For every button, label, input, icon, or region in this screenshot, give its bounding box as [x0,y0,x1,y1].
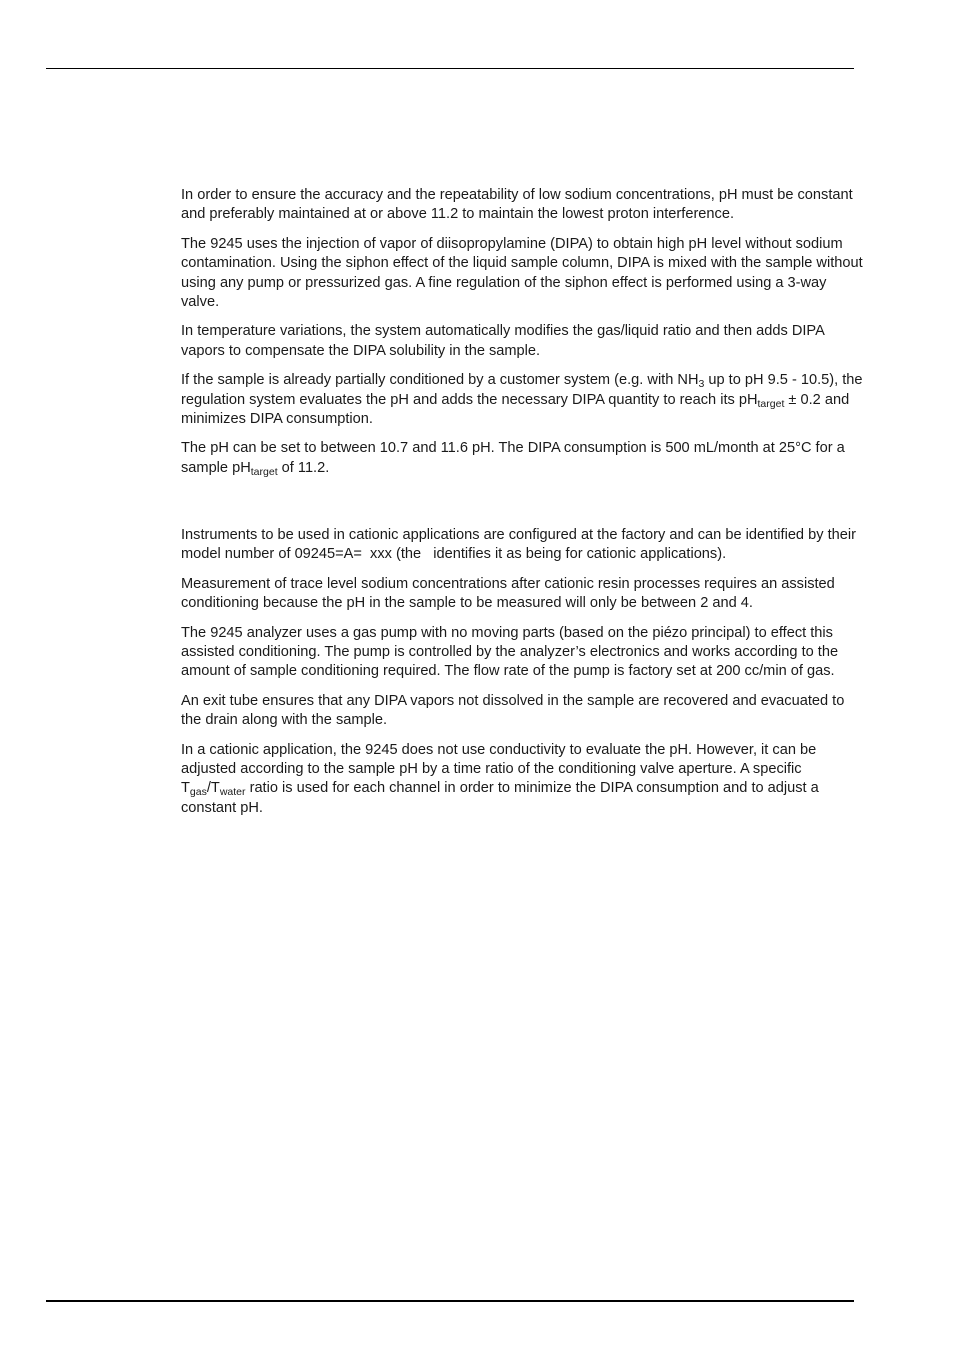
paragraph [181,741,863,819]
text-run: ± 0.2 and minimizes DIPA consumption. [181,391,850,428]
header-rule [46,68,854,69]
text-run: In a cationic application, the 9245 does not use conductivity to evaluate the pH. However, it can be adjusted according to the sample pH by a time ratio of the conditioning valve aperture. A specific T [181,741,817,797]
paragraph: An exit tube ensures that any DIPA vapors not dissolved in the sample are recovered and evacuated to the drain along with the sample. [181,692,845,729]
paragraph: Instruments to be used in cationic applications are configured at the factory and can be identified by their model number of 09245=A= xxx (the identifies it as being for cationic applications). [181,527,856,563]
paragraph: The 9245 analyzer uses a gas pump with no moving parts (based on the piézo principal) to effect this assisted conditioning. The pump is controlled by the analyzer’s electronics and works according to the amount of sample conditioning required. The flow rate of the pump is factory set at 200 cc/min of gas. [181,624,839,680]
text-run: If the sample is already partially conditioned by a customer system (e.g. with NH [181,372,699,389]
paragraph [181,371,863,429]
paragraph: The 9245 uses the injection of vapor of diisopropylamine (DIPA) to obtain high pH level without sodium contamination. Using the siphon effect of the liquid sample column, DIPA is mixed with the sample without using any pump or pressurized gas. A fine regulation of the siphon effect is performed using a 3-way valve. [181,235,863,311]
text-run: ratio is used for each channel in order to minimize the DIPA consumption and to adjust a constant pH. [181,780,819,816]
text-run: of 11.2. [277,459,330,476]
subscript: gas [189,786,207,799]
section-cationic-applications [181,526,863,828]
subscript: 3 [698,378,705,391]
paragraph [181,439,863,478]
paragraph: Measurement of trace level sodium concentrations after cationic resin processes requires an assisted conditioning because the pH in the sample to be measured will only be between 2 and 4. [181,575,835,612]
paragraph: In order to ensure the accuracy and the repeatability of low sodium concentrations, pH must be constant and preferably maintained at or above 11.2 to maintain the lowest proton interference. [181,187,853,223]
subscript: water [219,786,246,799]
subscript: target [757,397,785,410]
text-run: up to pH 9.5 - 10.5), the regulation system evaluates the pH and adds the necessary DIPA quantity to reach its pH [181,372,863,408]
footer-rule [46,1300,854,1302]
text-run: The pH can be set to between 10.7 and 11.6 pH. The DIPA consumption is 500 mL/month at 25°C for a sample pH [181,440,845,476]
paragraph: In temperature variations, the system automatically modifies the gas/liquid ratio and then adds DIPA vapors to compensate the DIPA solubility in the sample. [181,323,825,359]
section-ph-regulation [181,186,863,488]
text-run: /T [206,780,220,797]
subscript: target [250,465,278,478]
